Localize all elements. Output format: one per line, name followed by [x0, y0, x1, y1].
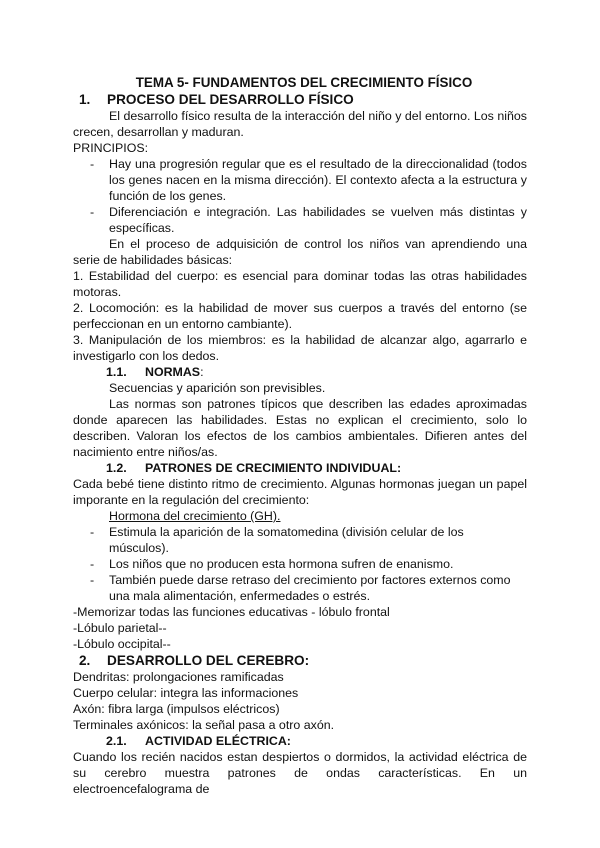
- dash-marker: -: [90, 525, 95, 539]
- hormona-bullet-2: [73, 556, 527, 572]
- habilidad-item-2: 2. Locomoción: es la habilidad de mover sus cuerpos a través del entorno (se perfeccionan en un entorno cambiante).: [73, 301, 527, 331]
- hormona-label: Hormona del crecimiento (GH).: [109, 509, 281, 523]
- normas-p2: Las normas son patrones típicos que describen las edades aproximadas donde aparecen las habilidades. Estas no explican el crecimiento, solo lo describen. Valoran los efectos de los cambios ambientales. Difieren antes del nacimiento entre niños/as.: [73, 397, 527, 459]
- document-page: [73, 74, 527, 797]
- section-2-1-heading-text: ACTIVIDAD ELÉCTRICA:: [145, 734, 291, 748]
- hormona-bullet-1: [73, 524, 527, 556]
- note-line-3: -Lóbulo occipital--: [73, 637, 171, 651]
- hormona-bullet-1-text: Estimula la aparición de la somatomedina (división celular de los músculos).: [109, 525, 464, 555]
- hormona-bullet-2-text: Los niños que no producen esta hormona sufren de enanismo.: [109, 557, 454, 571]
- section-2-heading-text: DESARROLLO DEL CEREBRO:: [107, 653, 310, 668]
- principio-bullet-2: [73, 204, 527, 236]
- section-1-number: 1.: [79, 92, 91, 107]
- cerebro-line-3: Axón: fibra larga (impulsos eléctricos): [73, 702, 280, 716]
- hormona-line: [73, 508, 527, 524]
- actividad-p1: Cuando los recién nacidos estan despiertos o dormidos, la actividad eléctrica de su cerebro muestra patrones de ondas características. En un electroencefalograma de: [73, 750, 527, 796]
- section-1-heading: [73, 91, 527, 108]
- section-2-heading: [73, 652, 527, 669]
- document-title: TEMA 5- FUNDAMENTOS DEL CRECIMIENTO FÍSICO: [135, 75, 473, 90]
- note-line-1: -Memorizar todas las funciones educativas - lóbulo frontal: [73, 605, 390, 619]
- dash-marker: -: [90, 557, 95, 571]
- principios-label: PRINCIPIOS:: [73, 141, 149, 155]
- dash-marker: -: [90, 157, 95, 171]
- section-1-2-heading: [73, 460, 527, 476]
- section-1-2-number: 1.2.: [106, 461, 127, 475]
- heading-colon: :: [200, 365, 204, 379]
- section-1-2-heading-text: PATRONES DE CRECIMIENTO INDIVIDUAL:: [145, 461, 402, 475]
- section-2-1-number: 2.1.: [106, 734, 127, 748]
- note-line-2: -Lóbulo parietal--: [73, 621, 167, 635]
- cerebro-line-1: Dendritas: prolongaciones ramificadas: [73, 670, 284, 684]
- cerebro-line-2: Cuerpo celular: integra las informaciones: [73, 686, 299, 700]
- section-1-heading-text: PROCESO DEL DESARROLLO FÍSICO: [107, 92, 354, 107]
- patrones-p1: Cada bebé tiene distinto ritmo de crecimiento. Algunas hormonas juegan un papel imporante en la regulación del crecimiento:: [73, 477, 527, 507]
- principio-bullet-1-text: Hay una progresión regular que es el resultado de la direccionalidad (todos los genes nacen en la misma dirección). El contexto afecta a la estructura y función de los genes.: [109, 157, 527, 203]
- principio-bullet-1: [73, 156, 527, 204]
- normas-p1: Secuencias y aparición son previsibles.: [109, 381, 326, 395]
- control-paragraph: En el proceso de adquisición de control los niños van aprendiendo una serie de habilidades básicas:: [73, 237, 527, 267]
- section-2-number: 2.: [79, 653, 91, 668]
- section-1-1-heading-text: NORMAS: [145, 365, 201, 379]
- principio-bullet-2-text: Diferenciación e integración. Las habilidades se vuelven más distintas y específicas.: [109, 205, 527, 235]
- dash-marker: -: [90, 573, 95, 587]
- hormona-bullet-3-text: También puede darse retraso del crecimiento por factores externos como una mala alimentación, enfermedades o estrés.: [109, 573, 511, 603]
- cerebro-line-4: Terminales axónicos: la señal pasa a otro axón.: [73, 718, 335, 732]
- hormona-bullet-3: [73, 572, 527, 604]
- section-1-1-heading: [73, 364, 527, 380]
- section-2-1-heading: [73, 733, 527, 749]
- dash-marker: -: [90, 205, 95, 219]
- habilidad-item-3: 3. Manipulación de los miembros: es la habilidad de alcanzar algo, agarrarlo e investigarlo con los dedos.: [73, 333, 527, 363]
- section-1-intro: El desarrollo físico resulta de la interacción del niño y del entorno. Los niños crecen, desarrollan y maduran.: [73, 109, 527, 139]
- habilidad-item-1: 1. Estabilidad del cuerpo: es esencial para dominar todas las otras habilidades motoras.: [73, 269, 527, 299]
- section-1-1-number: 1.1.: [106, 365, 127, 379]
